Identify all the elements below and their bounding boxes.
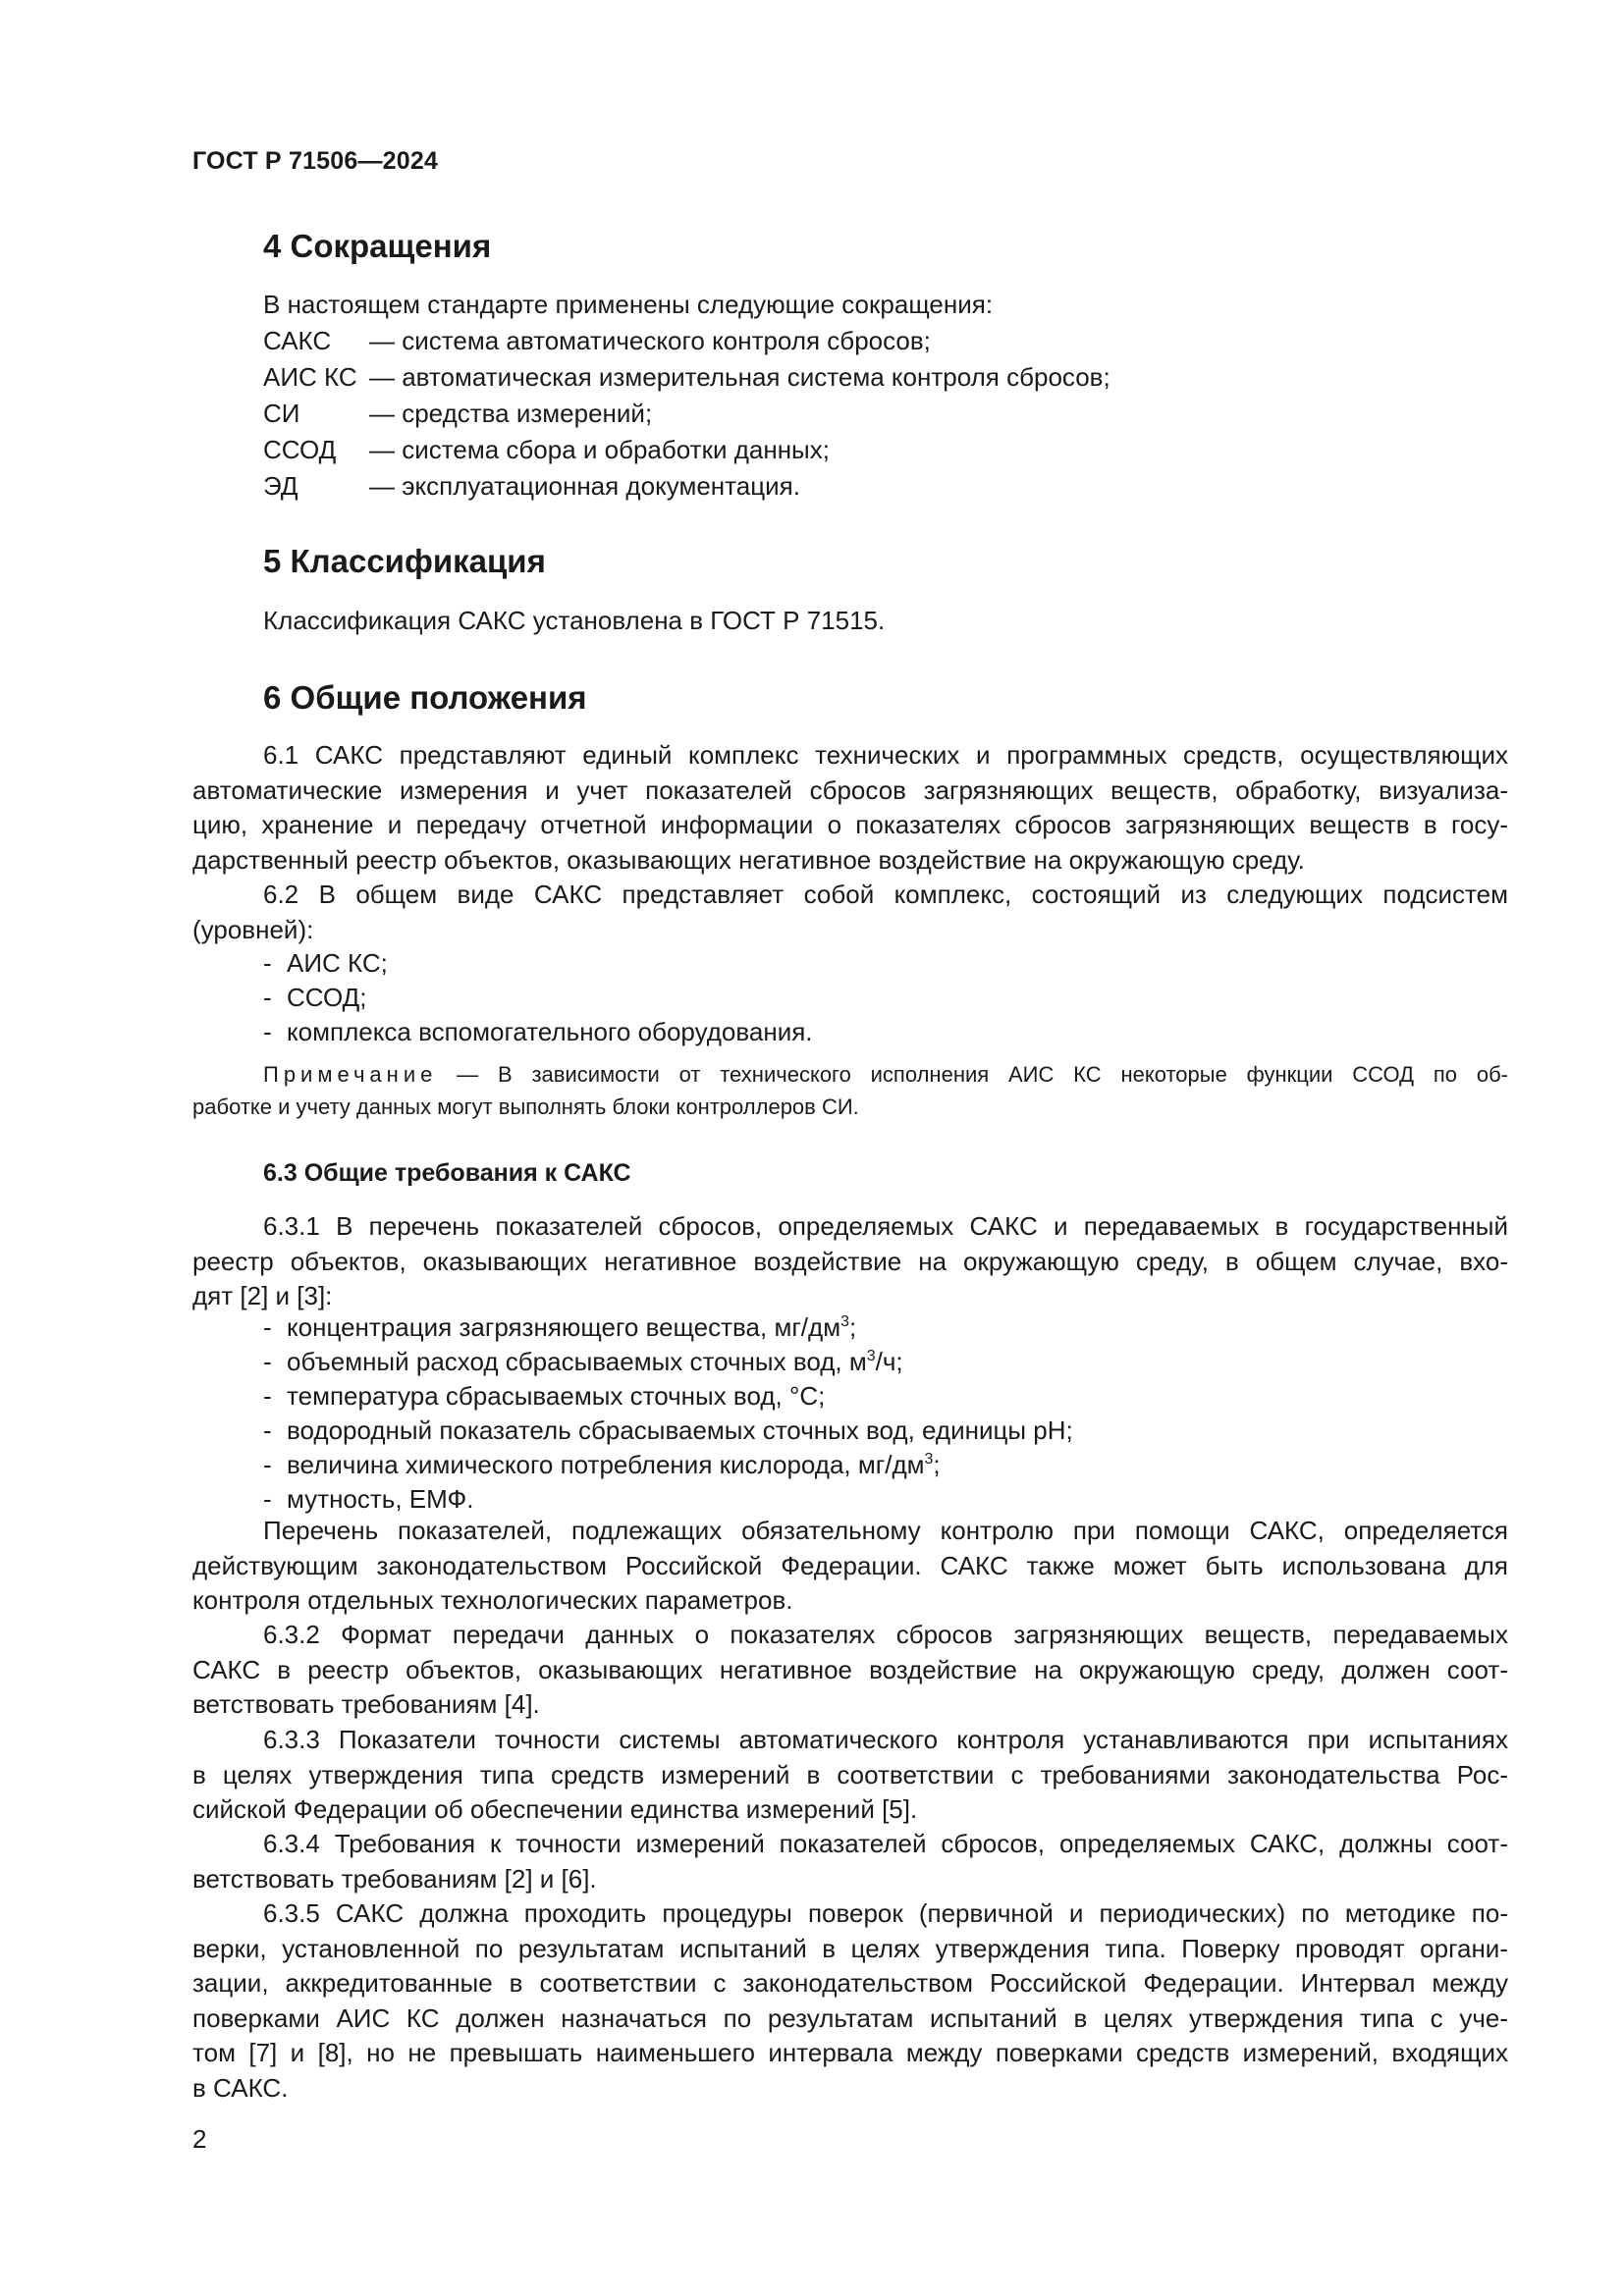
list-item: - комплекса вспомогательного оборудования. [263, 1017, 813, 1046]
abbreviation-definition: — автоматическая измерительная система контроля сбросов; [369, 362, 1110, 392]
section-5-text: Классификация САКС установлена в ГОСТ Р 71515. [263, 606, 886, 635]
abbreviation-definition: — система сбора и обработки данных; [369, 435, 830, 464]
text-line: ветствовать требованиям [4]. [192, 1689, 540, 1719]
section-4-title: 4 Сокращения [263, 228, 492, 264]
text-line: цию, хранение и передачу отчетной информации о показателях сбросов загрязняющих веществ в госу- [192, 810, 1508, 839]
abbreviation-definition: — средства измерений; [369, 399, 653, 428]
paragraph-6-3-1 [192, 1209, 1508, 1314]
paragraph-6-3-5 [192, 1896, 1508, 2106]
text-line: Перечень показателей, подлежащих обязательному контролю при помощи САКС, определяется [263, 1516, 1508, 1545]
paragraph-6-2 [192, 878, 1508, 947]
text-line: 6.3.4 Требования к точности измерений показателей сбросов, определяемых САКС, должны соот- [263, 1829, 1508, 1858]
abbreviation-term: ЭД [263, 471, 298, 501]
abbreviation-row [263, 432, 830, 467]
abbreviation-term: АИС КС [263, 362, 357, 392]
paragraph-6-3-2 [192, 1618, 1508, 1723]
abbreviation-term: ССОД [263, 435, 337, 464]
text-line: (уровней): [192, 914, 314, 944]
list-item: - объемный расход сбрасываемых сточных вод, $м^3/ч$; [263, 1347, 903, 1376]
text-line: автоматические измерения и учет показателей сбросов загрязняющих веществ, обработку, визуализа- [192, 774, 1508, 805]
abbreviation-term: СИ [263, 399, 300, 428]
text-line: 6.3.2 Формат передачи данных о показателях сбросов загрязняющих веществ, передаваемых [263, 1620, 1508, 1649]
list-item: - ССОД; [263, 983, 367, 1012]
abbreviation-definition: — система автоматического контроля сбросов; [369, 326, 931, 355]
text-line: контроля отдельных технологических параметров. [192, 1585, 793, 1615]
text-line: 6.2 В общем виде САКС представляет собой комплекс, состоящий из следующих подсистем [263, 880, 1508, 909]
text-line: верки, установленной по результатам испытаний в целях утверждения типа. Поверку проводят органи- [192, 1933, 1508, 1963]
text-line: реестр объектов, оказывающих негативное воздействие на окружающую среду, в общем случае, вхо- [192, 1246, 1508, 1276]
abbreviation-row [263, 359, 1110, 395]
list-item: - концентрация загрязняющего вещества, $мг/дм^3$; [263, 1312, 857, 1342]
text-line: САКС в реестр объектов, оказывающих негативное воздействие на окружающую среду, должен соот- [192, 1654, 1508, 1684]
text-line: поверками АИС КС должен назначаться по результатам испытаний в целях утверждения типа с уче- [192, 2002, 1508, 2033]
section-6-title: 6 Общие положения [263, 679, 587, 716]
text-line: действующим законодательством Российской Федерации. САКС также может быть использована для [192, 1550, 1508, 1580]
abbreviation-row [263, 468, 800, 504]
paragraph-6-3-4 [192, 1827, 1508, 1896]
paragraph-6-3-3 [192, 1723, 1508, 1828]
document-header: ГОСТ Р 71506—2024 [192, 147, 439, 175]
note-label: Примечание [263, 1062, 438, 1087]
text-line: работке и учету данных могут выполнять блоки контроллеров СИ. [192, 1095, 859, 1119]
text-line: том [7] и [8], но не превышать наименьшего интервала между поверками средств измерений, входящих [192, 2038, 1508, 2067]
text-line: в САКС. [192, 2072, 289, 2103]
abbreviation-term: САКС [263, 326, 332, 355]
text-line: зации, аккредитованные в соответствии с законодательством Российской Федерации. Интервал между [192, 1968, 1508, 1998]
section-4-intro: В настоящем стандарте применены следующие сокращения: [263, 290, 994, 319]
text-line: ветствовать требованиям [2] и [6]. [192, 1863, 597, 1894]
text-line: дарственный реестр объектов, оказывающих негативное воздействие на окружающую среду. [192, 844, 1305, 875]
text-line: 6.3.1 В перечень показателей сбросов, определяемых САКС и передаваемых в государственный [263, 1211, 1508, 1241]
paragraph-6-3-1-continued [192, 1514, 1508, 1619]
abbreviation-row [263, 323, 931, 358]
subsection-6-3-title: 6.3 Общие требования к САКС [263, 1159, 631, 1187]
page-number: 2 [192, 2124, 207, 2154]
list-item: - мутность, ЕМФ. [263, 1484, 474, 1514]
text-line: 6.1 САКС представляют единый комплекс технических и программных средств, осуществляющих [263, 740, 1508, 770]
text-line: дят [2] и [3]: [192, 1281, 333, 1310]
abbreviation-definition: — эксплуатационная документация. [369, 471, 800, 501]
list-item: - АИС КС; [263, 948, 388, 978]
text-line: 6.3.3 Показатели точности системы автоматического контроля устанавливаются при испытаниях [263, 1725, 1508, 1754]
text-line: — В зависимости от технического исполнения АИС КС некоторые функции ССОД по об- [437, 1062, 1508, 1087]
text-line: в целях утверждения типа средств измерений в соответствии с требованиями законодательства Рос- [192, 1759, 1508, 1789]
paragraph-6-1 [192, 738, 1508, 878]
note [192, 1058, 1508, 1123]
list-item: - водородный показатель сбрасываемых сточных вод, единицы pH; [263, 1415, 1073, 1445]
section-5-title: 5 Классификация [263, 543, 546, 579]
text-line: 6.3.5 САКС должна проходить процедуры поверок (первичной и периодических) по методике по- [263, 1898, 1508, 1928]
abbreviation-row [263, 396, 652, 431]
list-item: - величина химического потребления кислорода, $мг/дм^3$; [263, 1450, 941, 1479]
text-line: сийской Федерации об обеспечении единства измерений [5]. [192, 1794, 918, 1824]
list-item: - температура сбрасываемых сточных вод, °С; [263, 1381, 826, 1411]
